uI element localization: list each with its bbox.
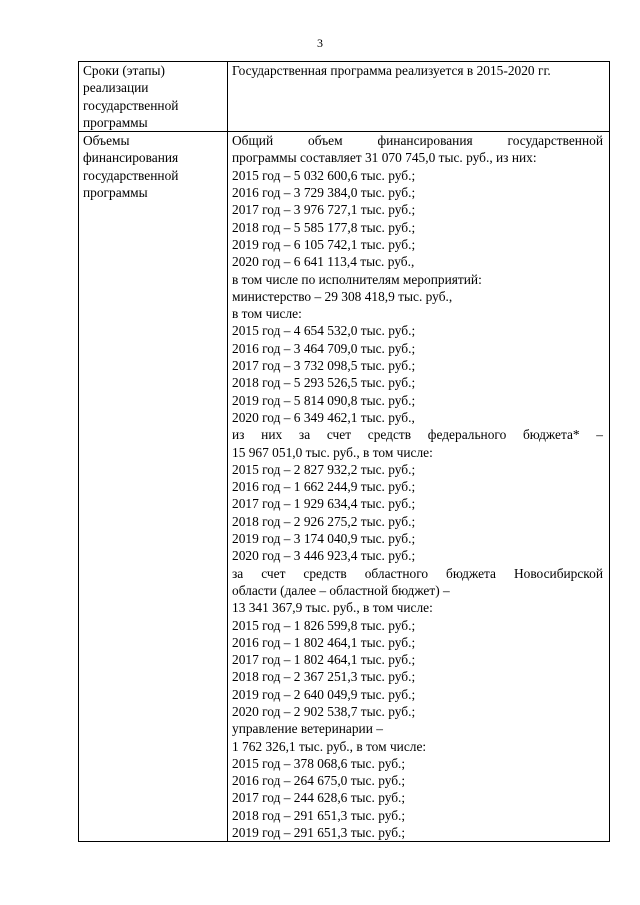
funding-line: 2015 год – 1 826 599,8 тыс. руб.; <box>232 617 416 633</box>
funding-line: 2020 год – 6 349 462,1 тыс. руб., <box>232 409 415 425</box>
timeline-text: Государственная программа реализуется в 2015-2020 гг. <box>232 63 551 78</box>
funding-line: 2018 год – 2 367 251,3 тыс. руб.; <box>232 669 416 685</box>
funding-line: 2017 год – 3 732 098,5 тыс. руб.; <box>232 358 416 374</box>
funding-line: из них за счет средств федерального бюджета* – <box>232 427 603 443</box>
content-cell-timeline <box>228 62 610 132</box>
funding-line: за счет средств областного бюджета Новосибирской <box>232 565 603 581</box>
funding-line: 2017 год – 244 628,6 тыс. руб.; <box>232 790 406 806</box>
funding-line: 13 341 367,9 тыс. руб., в том числе: <box>232 600 433 616</box>
funding-line: 2019 год – 291 651,3 тыс. руб.; <box>232 825 406 841</box>
funding-line: 2018 год – 291 651,3 тыс. руб.; <box>232 807 406 823</box>
funding-line: 2020 год – 2 902 538,7 тыс. руб.; <box>232 703 416 719</box>
funding-line: 2016 год – 264 675,0 тыс. руб.; <box>232 773 406 789</box>
label-line: Объемы <box>83 133 130 149</box>
label-line: государственной <box>83 167 179 183</box>
funding-line: 2019 год – 6 105 742,1 тыс. руб.; <box>232 236 416 252</box>
label-line: программы <box>83 185 148 201</box>
funding-line: 2015 год – 5 032 600,6 тыс. руб.; <box>232 167 416 183</box>
funding-line: 2019 год – 2 640 049,9 тыс. руб.; <box>232 686 416 702</box>
funding-line: 2016 год – 3 464 709,0 тыс. руб.; <box>232 340 416 356</box>
funding-line: 2015 год – 378 068,6 тыс. руб.; <box>232 755 406 771</box>
label-line: реализации <box>83 80 149 96</box>
content-cell-funding <box>228 132 610 842</box>
funding-line: в том числе: <box>232 306 302 322</box>
page-number: 3 <box>317 36 323 50</box>
funding-line: 15 967 051,0 тыс. руб., в том числе: <box>232 444 433 460</box>
funding-line: 2016 год – 3 729 384,0 тыс. руб.; <box>232 185 416 201</box>
funding-line: 2019 год – 3 174 040,9 тыс. руб.; <box>232 531 416 547</box>
funding-line: Общий объем финансирования государственной <box>232 133 603 149</box>
funding-line: 2015 год – 4 654 532,0 тыс. руб.; <box>232 323 416 339</box>
label-cell-funding <box>79 132 228 842</box>
funding-line: 2016 год – 1 662 244,9 тыс. руб.; <box>232 479 416 495</box>
label-cell-timeline <box>79 62 228 132</box>
label-line: программы <box>83 114 148 130</box>
funding-line: области (далее – областной бюджет) – <box>232 582 450 598</box>
label-line: Сроки (этапы) <box>83 63 165 78</box>
funding-line: 2020 год – 6 641 113,4 тыс. руб., <box>232 254 415 270</box>
program-passport-table <box>78 61 610 842</box>
funding-line: управление ветеринарии – <box>232 721 383 737</box>
label-line: финансирования <box>83 150 179 166</box>
funding-line: 2017 год – 3 976 727,1 тыс. руб.; <box>232 202 416 218</box>
funding-line: министерство – 29 308 418,9 тыс. руб., <box>232 288 453 304</box>
funding-line: в том числе по исполнителям мероприятий: <box>232 271 482 287</box>
funding-line: 2017 год – 1 802 464,1 тыс. руб.; <box>232 652 416 668</box>
funding-line: 2018 год – 2 926 275,2 тыс. руб.; <box>232 513 416 529</box>
table-row-timeline <box>79 62 610 132</box>
funding-line: 2018 год – 5 585 177,8 тыс. руб.; <box>232 219 416 235</box>
table-row-funding <box>79 132 610 842</box>
funding-line: программы составляет 31 070 745,0 тыс. руб., из них: <box>232 150 537 166</box>
funding-line: 2020 год – 3 446 923,4 тыс. руб.; <box>232 548 416 564</box>
funding-line: 2018 год – 5 293 526,5 тыс. руб.; <box>232 375 416 391</box>
funding-line: 2015 год – 2 827 932,2 тыс. руб.; <box>232 461 416 477</box>
funding-line: 1 762 326,1 тыс. руб., в том числе: <box>232 738 427 754</box>
funding-line: 2017 год – 1 929 634,4 тыс. руб.; <box>232 496 416 512</box>
label-line: государственной <box>83 97 179 113</box>
funding-line: 2019 год – 5 814 090,8 тыс. руб.; <box>232 392 416 408</box>
funding-line: 2016 год – 1 802 464,1 тыс. руб.; <box>232 634 416 650</box>
